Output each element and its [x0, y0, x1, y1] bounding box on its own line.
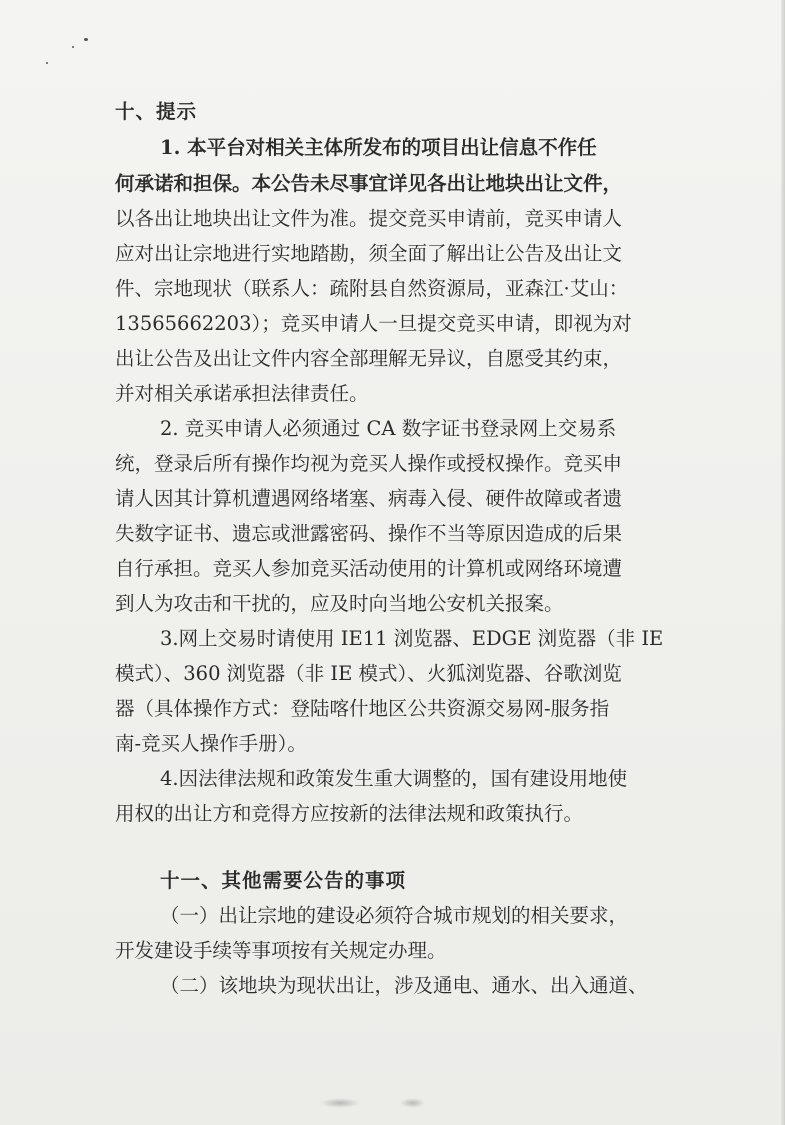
paragraph-line: （一）出让宗地的建设必须符合城市规划的相关要求， — [160, 904, 629, 927]
paragraph-line: 1. 本平台对相关主体所发布的项目出让信息不作任 — [160, 136, 597, 159]
scan-speck — [72, 46, 74, 48]
scan-noise — [400, 1098, 425, 1108]
paragraph-line: （二）该地块为现状出让，涉及通电、通水、出入通道、 — [160, 974, 648, 997]
paragraph-line: 模式）、360 浏览器（非 IE 模式）、火狐浏览器、谷歌浏览 — [115, 662, 622, 685]
paragraph-line: 2. 竞买申请人必须通过 CA 数字证书登录网上交易系 — [160, 417, 617, 440]
paragraph-line: 以各出让地块出让文件为准。提交竞买申请前，竞买申请人 — [115, 207, 623, 230]
section-heading: 十一、其他需要公告的事项 — [160, 869, 407, 892]
paragraph-line: 并对相关承诺承担法律责任。 — [115, 382, 369, 405]
paragraph-line: 器（具体操作方式：登陆喀什地区公共资源交易网-服务指 — [115, 697, 610, 720]
scan-edge — [781, 0, 785, 1125]
paragraph-line: 失数字证书、遗忘或泄露密码、操作不当等原因造成的后果 — [115, 522, 623, 545]
paragraph-line: 开发建设手续等事项按有关规定办理。 — [115, 939, 447, 962]
paragraph-line: 4.因法律法规和政策发生重大调整的，国有建设用地使 — [160, 767, 628, 790]
paragraph-line: 何承诺和担保。本公告未尽事宜详见各出让地块出让文件， — [115, 172, 623, 195]
paragraph-line: 请人因其计算机遭遇网络堵塞、病毒入侵、硬件故障或者遗 — [115, 487, 623, 510]
scan-noise — [320, 1098, 360, 1108]
paragraph-line: 件、宗地现状（联系人：疏附县自然资源局，亚森江·艾山： — [115, 277, 629, 300]
paragraph-line: 13565662203）；竞买申请人一旦提交竞买申请，即视为对 — [115, 312, 632, 335]
paragraph-line: 到人为攻击和干扰的，应及时向当地公安机关报案。 — [115, 592, 564, 615]
paragraph-line: 用权的出让方和竞得方应按新的法律法规和政策执行。 — [115, 802, 584, 825]
scan-speck — [46, 62, 48, 64]
paragraph-line: 出让公告及出让文件内容全部理解无异议，自愿受其约束， — [115, 347, 623, 370]
paragraph-line: 南-竞买人操作手册）。 — [115, 732, 307, 755]
paragraph-line: 自行承担。竞买人参加竞买活动使用的计算机或网络环境遭 — [115, 557, 623, 580]
scan-speck — [84, 38, 88, 41]
paragraph-line: 3.网上交易时请使用 IE11 浏览器、EDGE 浏览器（非 IE — [160, 627, 664, 650]
section-heading: 十、提示 — [115, 100, 198, 123]
paragraph-line: 应对出让宗地进行实地踏勘，须全面了解出让公告及出让文 — [115, 242, 623, 265]
paragraph-line: 统，登录后所有操作均视为竞买人操作或授权操作。竞买申 — [115, 452, 623, 475]
